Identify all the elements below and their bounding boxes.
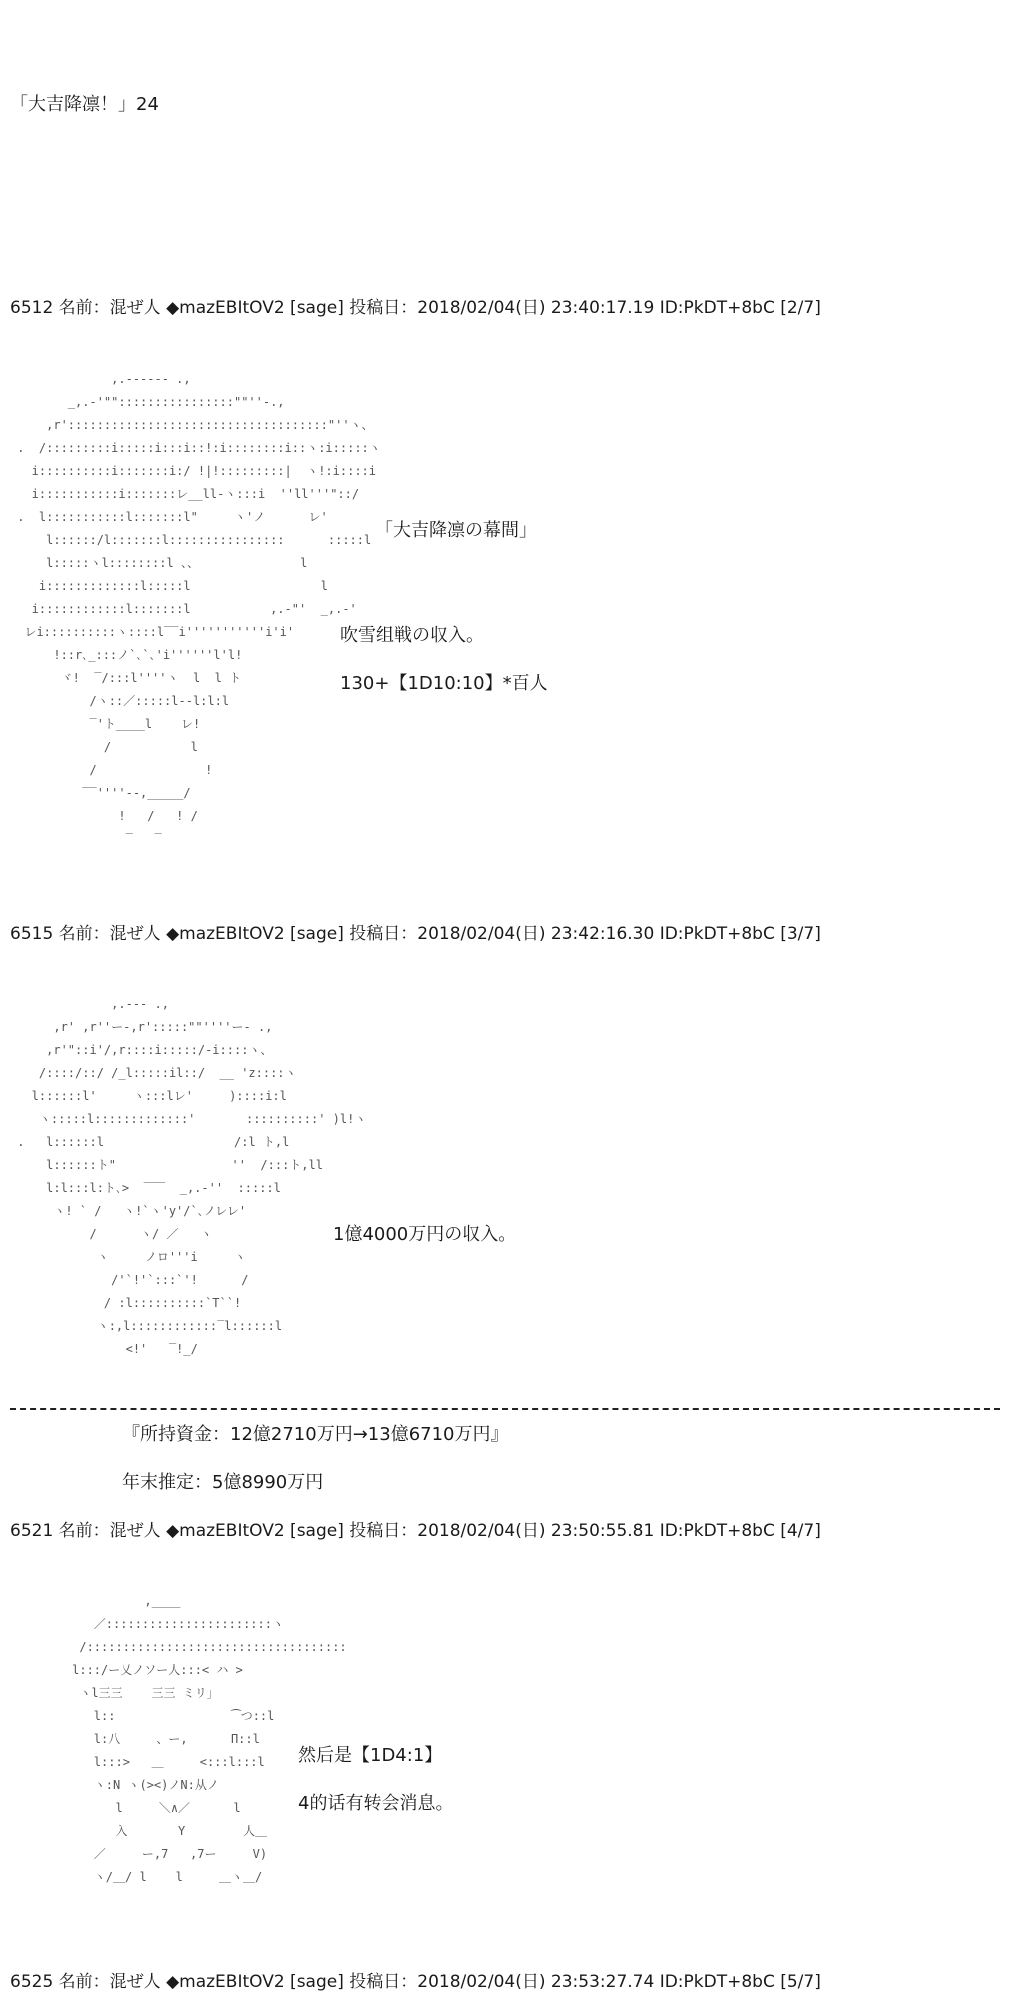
ascii-art: ,____ ／:::::::::::::::::::::::ヽ /:::::::::::::::::::::::::::::::::::: l:::/ー乂ノソー人:::< ハ > ヽl三三 三三 ミリ」 l:: ⁀つ::l l:八 、ー, П::l l:::> ＿ <:::l:::l ヽ:N ヽ(><)ノN:从ノ l ＼∧／ l 入 Y 人＿ ／ ー,7 ,7ー V) ヽ/＿/ l l ＿ヽ＿/ — [72, 1594, 347, 1884]
post-line: 1億4000万円の収入。 — [333, 1224, 517, 1245]
post-line: 「大吉降凛の幕間」 — [375, 520, 537, 541]
post-line: 4的话有转会消息。 — [298, 1793, 454, 1814]
post-line: 吹雪组戦の収入。 — [340, 625, 484, 646]
post-header: 6525 名前：混ぜ人 ◆mazEBItOV2 [sage] 投稿日：2018/02/04(日) 23:53:27.74 ID:PkDT+8bC [5/7] — [10, 1972, 821, 1992]
divider — [10, 1408, 1000, 1410]
estimate-line: 年末推定：5億8990万円 — [122, 1472, 324, 1493]
post-line: 130+【1D10:10】*百人 — [340, 673, 548, 694]
funds-line: 『所持資金：12億2710万円→13億6710万円』 — [122, 1424, 509, 1445]
post-header: 6515 名前：混ぜ人 ◆mazEBItOV2 [sage] 投稿日：2018/02/04(日) 23:42:16.30 ID:PkDT+8bC [3/7] — [10, 924, 821, 944]
ascii-art: ,.--- ., ,r' ,r''ー-,r':::::""''''ー- ., ,r'"::i'/,r::::i:::::/-i::::ヽ、 /::::/::/ /_l:::::il::/ __ 'z::::ヽ l::::::l' ヽ:::lレ' )::::i:l ヽ:::::l:::::::::::::' ::::::::::' )l!ヽ . l::::::l /:l ト,l l::::::ト" '' /:::ト,ll l:l:::l:ト､> ‾‾‾ _,.-'' :::::l ヽ! ` / ヽ!`ヽ'y'/`､ノレレ' / ヽ/ ／ ヽ ヽ ノロ'''i ヽ /'`!'`:::`'! / / :l::::::::::`T``! ヽ:,l::::::::::::‾l::::::l <!' ‾!_/ — [17, 997, 367, 1356]
page-title: 「大吉降凛！」24 — [10, 94, 159, 115]
ascii-art: ,.-‐‐‐‐- ., _,.-'""::::::::::::::::""''-., ,r'::::::::::::::::::::::::::::::::::::"''ヽ、 . /:::::::::i:::::i:::i::!:i::::::::i::ヽ:i:::::ヽ i::::::::::i:::::::i:/ !|!:::::::::| ヽ!:i::::i i:::::::::::i:::::::レ__ll-ヽ:::i ''ll'''"::/ . l:::::::::::l:::::::l" ヽ'ノ レ' l::::::/l:::::::l:::::::::::::::: :::::l l:::::ヽl::::::::l 、、 l i:::::::::::::l:::::l l i::::::::::::l:::::::l ,.-"' _,.-' レi::::::::::ヽ::::l‾‾i'''''''''''i'i' !::r､_:::ノ`､`､'i''''''l'l! ヾ! ‾/:::l''''ヽ l l ト /ヽ::／:::::l--l:l:l ‾'ト____l レ! / l / ! ‾‾''''--,_____/ ! / ! / ‾ ‾ — [17, 372, 381, 846]
post-line: 然后是【1D4:1】 — [298, 1745, 443, 1766]
post-header: 6512 名前：混ぜ人 ◆mazEBItOV2 [sage] 投稿日：2018/02/04(日) 23:40:17.19 ID:PkDT+8bC [2/7] — [10, 298, 821, 318]
post-header: 6521 名前：混ぜ人 ◆mazEBItOV2 [sage] 投稿日：2018/02/04(日) 23:50:55.81 ID:PkDT+8bC [4/7] — [10, 1521, 821, 1541]
